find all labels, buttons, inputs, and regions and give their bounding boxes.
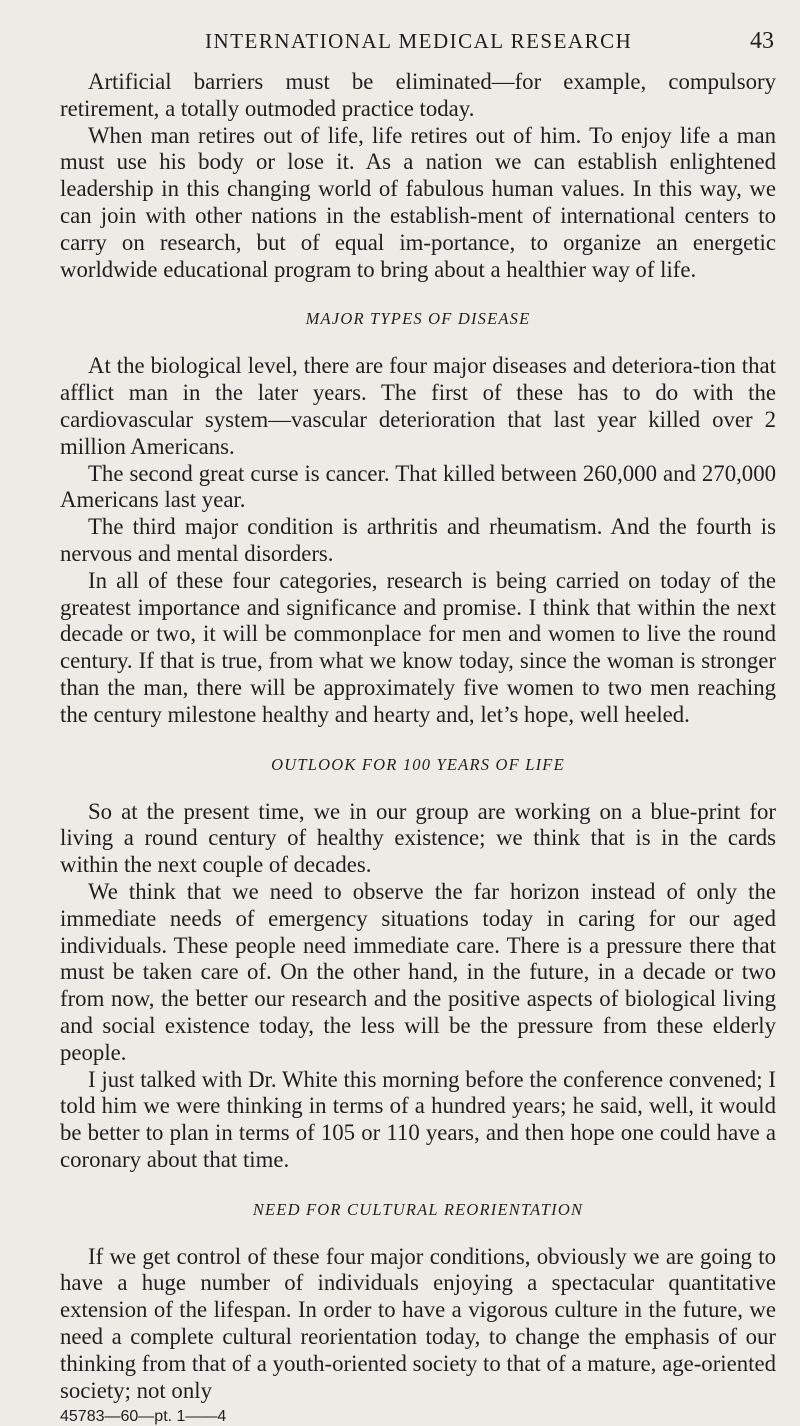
paragraph: The second great curse is cancer. That killed between 260,000 and 270,000 Americans last year.: [60, 460, 776, 513]
paragraph: Artificial barriers must be eliminated—for example, compulsory retirement, a totally outmoded practice today.: [60, 69, 776, 121]
section-heading: MAJOR TYPES OF DISEASE: [305, 309, 531, 329]
paragraph: I just talked with Dr. White this morning before the conference convened; I told him we were thinking in terms of a hundred years; he said, well, it would be better to plan in terms of 105 or 110 years, and then hope one could have a coronary about that time.: [60, 1066, 776, 1172]
paragraph: In all of these four categories, research is being carried on today of the greatest importance and significance and promise. I think that within the next decade or two, it will be commonplace for men and women to live the round century. If that is true, from what we know today, since the woman is stronger than the man, there will be approximately five women to two men reaching the century milestone healthy and hearty and, let’s hope, well heeled.: [60, 567, 776, 727]
page-number: 43: [750, 28, 774, 54]
running-header: [205, 28, 776, 55]
paragraph: We think that we need to observe the far horizon instead of only the immediate needs of emergency situations today in caring for our aged individuals. These people need immediate care. There is a pressure there that must be taken care of. On the other hand, in the future, in a decade or two from now, the better our research and the positive aspects of biological living and social existence today, the less will be the pressure from these elderly people.: [60, 878, 776, 1065]
running-title: INTERNATIONAL MEDICAL RESEARCH: [205, 29, 633, 53]
paragraph: So at the present time, we in our group are working on a blue-print for living a round century of healthy existence; we think that is in the cards within the next couple of decades.: [60, 798, 776, 878]
paragraph: If we get control of these four major conditions, obviously we are going to have a huge number of individuals enjoying a spectacular quantitative extension of the lifespan. In order to have a vigorous culture in the future, we need a complete cultural reorientation today, to change the emphasis of our thinking from that of a youth-oriented society to that of a mature, age-oriented society; not only: [60, 1243, 776, 1403]
paragraph: The third major condition is arthritis and rheumatism. And the fourth is nervous and mental disorders.: [60, 514, 776, 566]
section-heading: OUTLOOK FOR 100 YEARS OF LIFE: [271, 754, 565, 774]
paragraph: When man retires out of life, life retires out of him. To enjoy life a man must use his body or lose it. As a nation we can establish enlightened leadership in this changing world of fabulous human values. In this way, we can join with other nations in the establish-ment of international centers to carry on research, but of equal im-portance, to organize an energetic worldwide educational program to bring about a healthier way of life.: [60, 122, 776, 282]
section-heading: NEED FOR CULTURAL REORIENTATION: [252, 1199, 584, 1219]
paragraph: At the biological level, there are four major diseases and deteriora-tion that afflict man in the later years. The first of these has to do with the cardiovascular system—vascular deterioration that last year killed over 2 million Americans.: [60, 353, 776, 459]
print-code-footer: 45783—60—pt. 1——4: [60, 1408, 227, 1426]
